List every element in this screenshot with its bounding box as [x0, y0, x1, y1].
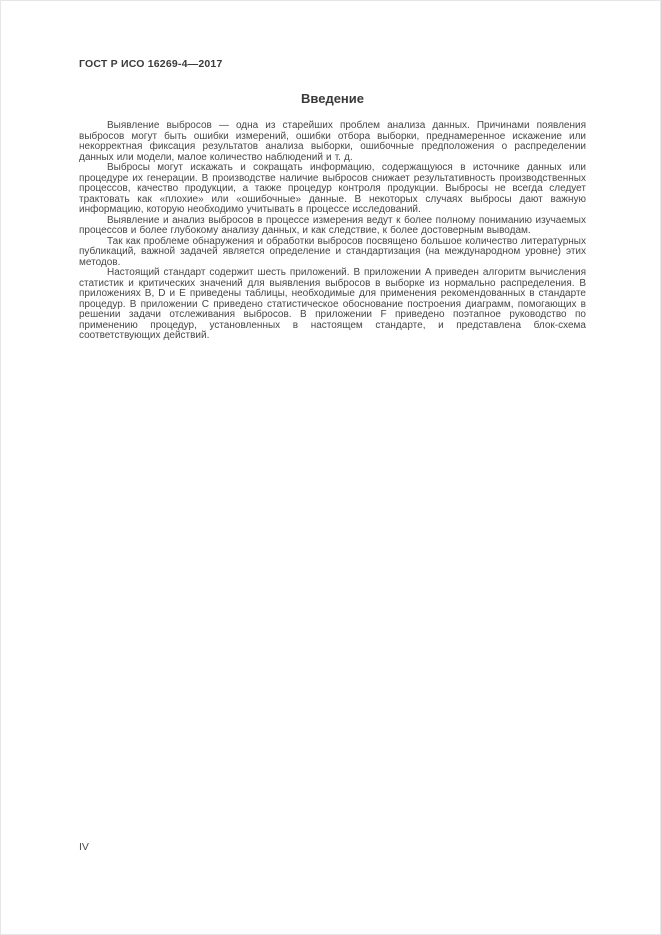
- paragraph: Настоящий стандарт содержит шесть приложений. В приложении A приведен алгоритм вычисления статистик и критических значений для выявления выбросов в выборке из нормально распределения. В приложениях B, D и E приведены таблицы, необходимые для применения рекомендованных в стандарте процедур. В приложении C приведено статистическое обоснование построения диаграмм, помогающих в решении задачи отслеживания выбросов. В приложении F приведено поэтапное руководство по применению процедур, установленных в настоящем стандарте, и представлена блок-схема соответствующих действий.: [79, 267, 586, 341]
- page-title: Введение: [301, 91, 364, 106]
- paragraph: Так как проблеме обнаружения и обработки выбросов посвящено большое количество литературных публикаций, важной задачей является определение и стандартизация (на международном уровне) этих методов.: [79, 235, 586, 268]
- page-number: IV: [79, 841, 89, 853]
- gost-standard-header: ГОСТ Р ИСО 16269-4—2017: [79, 58, 223, 70]
- paragraph: Выбросы могут искажать и сокращать информацию, содержащуюся в источнике данных или процедуре их генерации. В производстве наличие выбросов снижает результативность производственных процессов, качество продукции, а также процедур контроля продукции. Выбросы не всегда следует трактовать как «плохие» или «ошибочные» данные. В некоторых случаях выбросы дают важную информацию, которую необходимо учитывать в процессе исследований.: [79, 162, 586, 215]
- paragraph: Выявление выбросов — одна из старейших проблем анализа данных. Причинами появления выбросов могут быть ошибки измерений, ошибки отбора выборки, преднамеренное искажение или некорректная фиксация результатов анализа выборки, ошибочные предположения о распределении данных или модели, малое количество наблюдений и т. д.: [79, 120, 586, 163]
- body-text: [79, 121, 586, 342]
- page-content: [79, 58, 586, 342]
- paragraph: Выявление и анализ выбросов в процессе измерения ведут к более полному пониманию изучаемых процессов и более глубокому анализу данных, и как следствие, к более достоверным выводам.: [79, 214, 586, 236]
